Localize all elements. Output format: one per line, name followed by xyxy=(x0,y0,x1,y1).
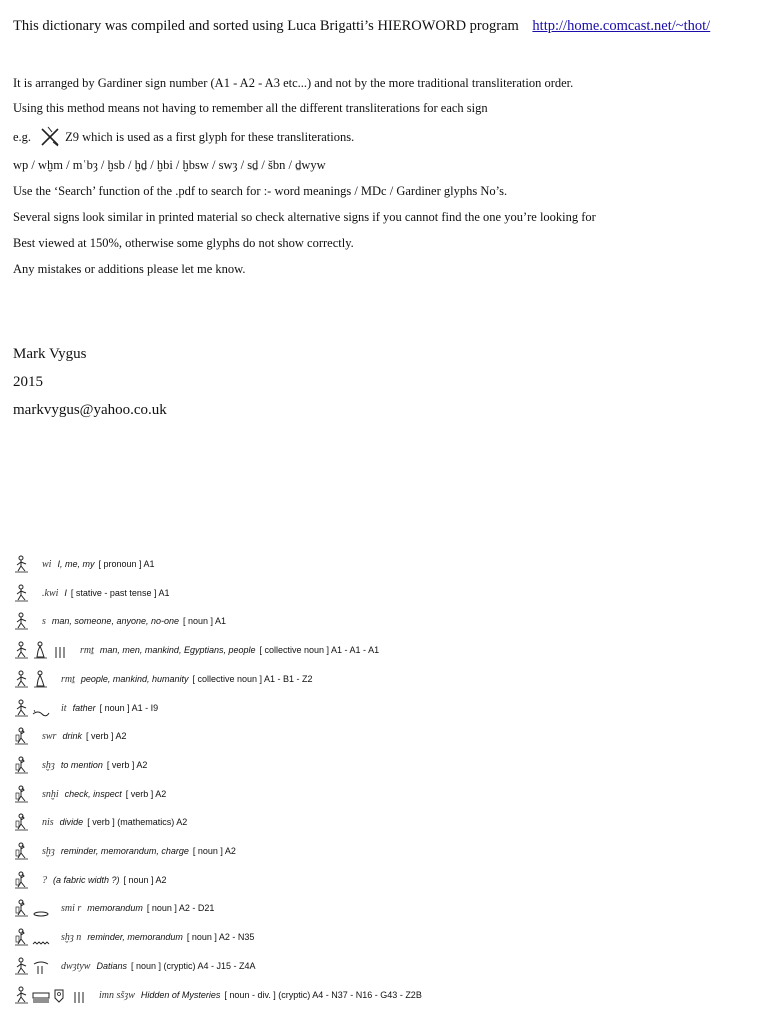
entry-transliteration: sḫȝ xyxy=(42,759,55,771)
entry-meaning: Datians xyxy=(96,961,127,971)
dictionary-entry xyxy=(13,553,155,575)
seated-man-glyph-icon xyxy=(13,555,31,573)
entry-transliteration: smi r xyxy=(61,902,82,914)
entry-meaning: reminder, memorandum, charge xyxy=(60,846,189,856)
header-line xyxy=(13,18,710,35)
seated-man-glyph-icon xyxy=(13,986,31,1004)
example-text: Z9 which is used as a first glyph for these transliterations. xyxy=(65,129,355,144)
author-year: 2015 xyxy=(13,374,43,390)
dictionary-entry xyxy=(13,926,254,948)
entry-transliteration: rmṯ xyxy=(80,644,94,656)
dictionary-entry xyxy=(13,811,187,833)
entry-meaning: check, inspect xyxy=(64,789,122,799)
dictionary-entry xyxy=(13,754,147,776)
entry-meaning: (a fabric width ?) xyxy=(53,875,120,885)
entry-glyphs xyxy=(13,813,32,831)
entry-transliteration: wi xyxy=(42,558,52,570)
entry-grammar-tag: [ verb ] (mathematics) A2 xyxy=(87,817,188,827)
crossed-sticks-glyph-icon xyxy=(39,126,61,148)
entry-glyphs xyxy=(13,699,51,717)
man-hand-to-mouth-glyph-icon xyxy=(13,928,31,946)
dictionary-entry xyxy=(13,869,167,891)
dictionary-entry xyxy=(13,897,214,919)
entry-transliteration: .kwi xyxy=(42,587,59,599)
dictionary-entry xyxy=(13,582,169,604)
entry-grammar-tag: [ noun - div. ] (cryptic) A4 - N37 - N16 - G43 - Z2B xyxy=(224,990,422,1000)
entry-glyphs xyxy=(13,670,51,688)
entry-meaning: reminder, memorandum xyxy=(87,932,183,942)
entry-grammar-tag: [ noun ] A1 xyxy=(183,616,227,626)
translit-list: wp / wḫm / mʿbȝ / ḫsb / ḫḏ / ḫbi / ḫbsw / swȝ / sḏ / šbn / ḏwyw xyxy=(13,158,326,172)
entry-transliteration: imn sšȝw xyxy=(99,989,135,1001)
entry-glyphs xyxy=(13,612,32,630)
entry-grammar-tag: [ noun ] A1 - I9 xyxy=(99,703,159,713)
entry-transliteration: nis xyxy=(42,816,54,828)
entry-grammar-tag: [ noun ] A2 xyxy=(192,846,236,856)
entry-meaning: man, men, mankind, Egyptians, people xyxy=(99,645,256,655)
entry-meaning: father xyxy=(72,703,96,713)
sandy-tract-glyph-icon xyxy=(32,957,50,975)
entry-grammar-tag: [ verb ] A2 xyxy=(106,760,148,770)
man-hand-to-mouth-glyph-icon xyxy=(13,899,31,917)
entry-transliteration: ? xyxy=(42,874,47,886)
dictionary-entry xyxy=(13,955,256,977)
entry-grammar-tag: [ collective noun ] A1 - B1 - Z2 xyxy=(192,674,313,684)
entry-meaning: divide xyxy=(59,817,84,827)
dictionary-entry xyxy=(13,984,422,1006)
cloth-glyph-icon xyxy=(51,986,69,1004)
entry-transliteration: it xyxy=(61,702,67,714)
plural-strokes-glyph-icon xyxy=(51,641,69,659)
intro-line-1: It is arranged by Gardiner sign number (A1 - A2 - A3 etc...) and not by the more traditional transliteration order. xyxy=(13,76,574,90)
note-feedback: Any mistakes or additions please let me know. xyxy=(13,262,246,276)
game-board-glyph-icon xyxy=(32,986,50,1004)
entry-transliteration: rmṯ xyxy=(61,673,75,685)
entry-meaning: I xyxy=(64,588,67,598)
seated-man-glyph-icon xyxy=(13,584,31,602)
entry-grammar-tag: [ verb ] A2 xyxy=(85,731,127,741)
dictionary-entry xyxy=(13,668,313,690)
header-text: This dictionary was compiled and sorted using Luca Brigatti’s HIEROWORD program xyxy=(13,18,519,34)
entry-glyphs xyxy=(13,842,32,860)
entry-grammar-tag: [ stative - past tense ] A1 xyxy=(70,588,170,598)
entry-grammar-tag: [ noun ] A2 - D21 xyxy=(146,903,215,913)
dictionary-entry xyxy=(13,639,379,661)
man-hand-to-mouth-glyph-icon xyxy=(13,871,31,889)
entry-grammar-tag: [ pronoun ] A1 xyxy=(98,559,155,569)
author-name: Mark Vygus xyxy=(13,346,87,362)
author-email: markvygus@yahoo.co.uk xyxy=(13,402,167,418)
entry-glyphs xyxy=(13,928,51,946)
dictionary-entry xyxy=(13,840,236,862)
dictionary-entry xyxy=(13,783,166,805)
entry-meaning: Hidden of Mysteries xyxy=(140,990,221,1000)
entry-glyphs xyxy=(13,785,32,803)
horned-viper-glyph-icon xyxy=(32,699,50,717)
example-prefix: e.g. xyxy=(13,129,32,144)
entry-grammar-tag: [ verb ] A2 xyxy=(125,789,167,799)
seated-man-glyph-icon xyxy=(13,670,31,688)
dictionary-entry xyxy=(13,610,226,632)
seated-man-glyph-icon xyxy=(13,612,31,630)
entry-glyphs xyxy=(13,986,89,1004)
entry-glyphs xyxy=(13,871,32,889)
entry-grammar-tag: [ noun ] (cryptic) A4 - J15 - Z4A xyxy=(130,961,256,971)
water-ripple-glyph-icon xyxy=(32,928,50,946)
intro-line-2: Using this method means not having to remember all the different transliterations for each sign xyxy=(13,101,488,115)
entry-glyphs xyxy=(13,641,70,659)
plural-strokes-glyph-icon xyxy=(70,986,88,1004)
note-similar-signs: Several signs look similar in printed material so check alternative signs if you cannot find the one you’re looking for xyxy=(13,210,596,224)
entry-transliteration: sḫȝ n xyxy=(61,931,82,943)
entry-glyphs xyxy=(13,584,32,602)
entry-glyphs xyxy=(13,756,32,774)
seated-man-glyph-icon xyxy=(13,957,31,975)
seated-woman-glyph-icon xyxy=(32,641,50,659)
note-search: Use the ‘Search’ function of the .pdf to search for :- word meanings / MDc / Gardiner glyphs No’s. xyxy=(13,184,508,198)
man-hand-to-mouth-glyph-icon xyxy=(13,727,31,745)
man-hand-to-mouth-glyph-icon xyxy=(13,842,31,860)
entry-glyphs xyxy=(13,957,51,975)
example-line xyxy=(13,126,354,148)
man-hand-to-mouth-glyph-icon xyxy=(13,813,31,831)
entry-meaning: man, someone, anyone, no-one xyxy=(51,616,179,626)
hieroword-link[interactable]: http://home.comcast.net/~thot/ xyxy=(532,18,711,34)
entry-glyphs xyxy=(13,727,32,745)
man-hand-to-mouth-glyph-icon xyxy=(13,756,31,774)
entry-meaning: drink xyxy=(62,731,82,741)
entry-transliteration: snḫi xyxy=(42,788,59,800)
dictionary-entry xyxy=(13,725,127,747)
note-zoom: Best viewed at 150%, otherwise some glyphs do not show correctly. xyxy=(13,236,354,250)
entry-glyphs xyxy=(13,899,51,917)
entry-grammar-tag: [ noun ] A2 xyxy=(123,875,167,885)
seated-woman-glyph-icon xyxy=(32,670,50,688)
seated-man-glyph-icon xyxy=(13,699,31,717)
entry-meaning: to mention xyxy=(60,760,103,770)
entry-meaning: I, me, my xyxy=(57,559,95,569)
entry-glyphs xyxy=(13,555,32,573)
seated-man-glyph-icon xyxy=(13,641,31,659)
entry-transliteration: swr xyxy=(42,730,57,742)
man-hand-to-mouth-glyph-icon xyxy=(13,785,31,803)
entry-transliteration: sḫȝ xyxy=(42,845,55,857)
dictionary-entry xyxy=(13,697,158,719)
entry-meaning: people, mankind, humanity xyxy=(80,674,189,684)
entry-transliteration: dwȝtyw xyxy=(61,960,91,972)
arm-glyph-icon xyxy=(32,899,50,917)
entry-grammar-tag: [ noun ] A2 - N35 xyxy=(186,932,255,942)
entry-transliteration: s xyxy=(42,615,46,627)
entry-grammar-tag: [ collective noun ] A1 - A1 - A1 xyxy=(259,645,380,655)
entry-meaning: memorandum xyxy=(87,903,143,913)
